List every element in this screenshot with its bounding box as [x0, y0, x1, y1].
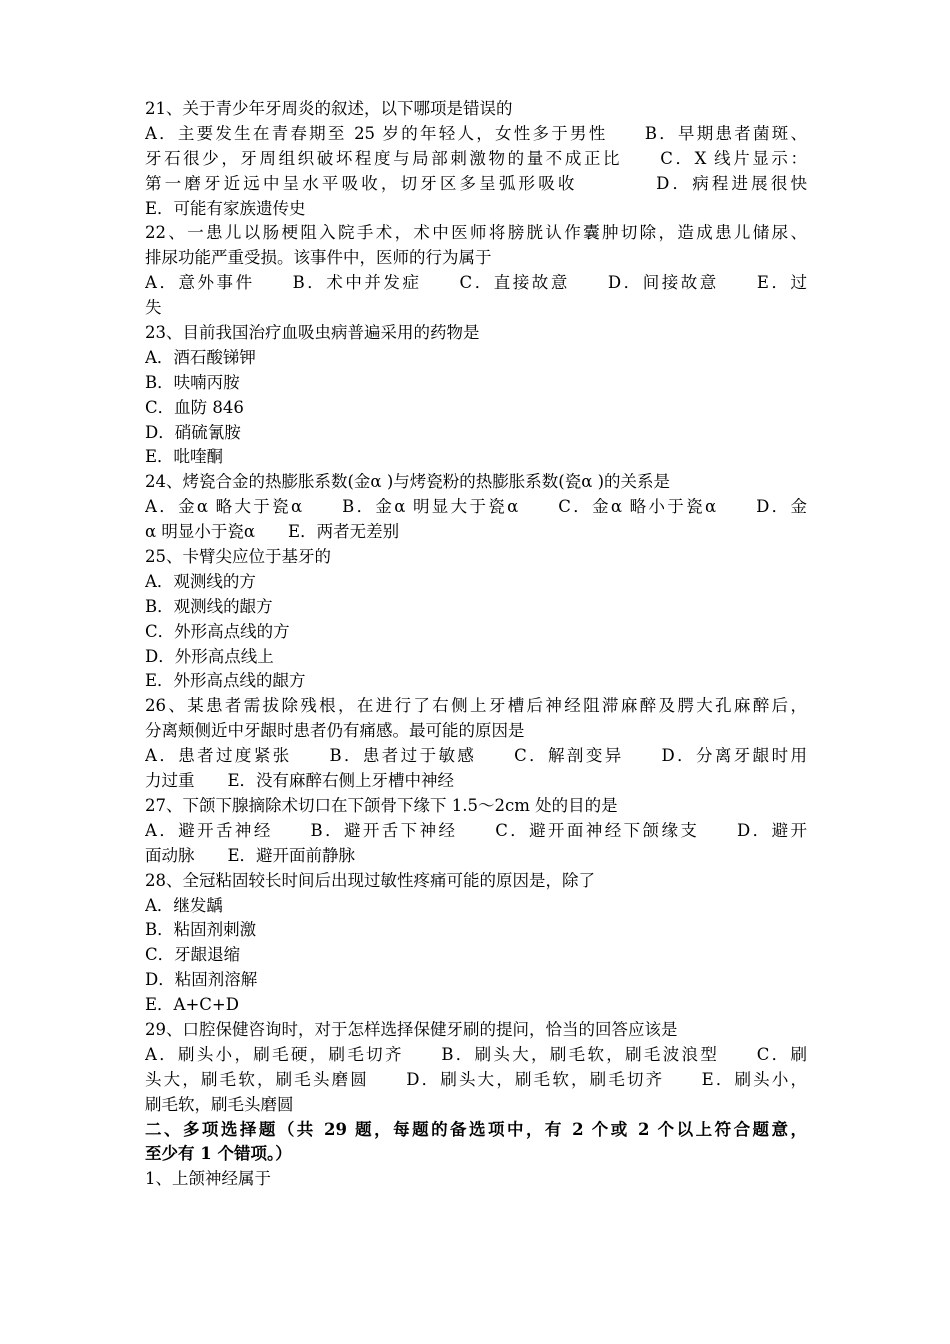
text-line: A．意外事件 B．术中并发症 C．直接故意 D．间接故意 E．过 [145, 273, 807, 293]
text-line: 分离颊侧近中牙龈时患者仍有痛感。最可能的原因是 [145, 721, 525, 741]
text-line: 二、多项选择题（共 29 题，每题的备选项中，有 2 个或 2 个以上符合题意， [145, 1119, 807, 1139]
text-line: A．患者过度紧张 B．患者过于敏感 C．解剖变异 D．分离牙龈时用 [145, 746, 807, 766]
text-line: E．吡喹酮 [145, 447, 224, 467]
text-line: B．观测线的龈方 [145, 596, 273, 616]
text-line: C．外形高点线的方 [145, 621, 290, 641]
text-line: 21、关于青少年牙周炎的叙述，以下哪项是错误的 [145, 99, 513, 118]
text-line: 刷毛软，刷毛头磨圆 [145, 1094, 294, 1114]
text-line: α 明显小于瓷α E．两者无差别 [145, 522, 400, 542]
text-line: E．A+C+D [145, 995, 239, 1015]
text-line: E．外形高点线的龈方 [145, 671, 306, 691]
text-line: 22、一患儿以肠梗阻入院手术，术中医师将膀胱认作囊肿切除，造成患儿储尿、 [145, 223, 807, 243]
text-line: B．粘固剂刺激 [145, 920, 257, 940]
text-line: 牙石很少，牙周组织破坏程度与局部刺激物的量不成正比 C．X 线片显示： [145, 148, 807, 168]
text-line: 面动脉 E．避开面前静脉 [145, 845, 356, 865]
document-page [145, 97, 807, 1192]
text-line: 排尿功能严重受损。该事件中，医师的行为属于 [145, 248, 492, 268]
text-line: 力过重 E．没有麻醉右侧上牙槽中神经 [145, 771, 455, 791]
text-line: B．呋喃丙胺 [145, 372, 240, 392]
text-line: A．刷头小，刷毛硬，刷毛切齐 B．刷头大，刷毛软，刷毛波浪型 C．刷 [145, 1044, 807, 1064]
text-line: 至少有 1 个错项。） [145, 1144, 292, 1164]
text-line: C．血防 846 [145, 397, 244, 417]
text-line: D．硝硫氰胺 [145, 422, 241, 442]
text-line: A．酒石酸锑钾 [145, 347, 256, 367]
text-line: 26、某患者需拔除残根，在进行了右侧上牙槽后神经阻滞麻醉及腭大孔麻醉后， [145, 696, 807, 716]
text-line: 头大，刷毛软，刷毛头磨圆 D．刷头大，刷毛软，刷毛切齐 E．刷头小， [145, 1069, 807, 1089]
text-line: C．牙龈退缩 [145, 945, 241, 965]
text-line: E．可能有家族遗传史 [145, 198, 306, 218]
text-line: 24、烤瓷合金的热膨胀系数(金α )与烤瓷粉的热膨胀系数(瓷α )的关系是 [145, 472, 671, 492]
text-line: 失 [145, 298, 162, 318]
text-line: 第一磨牙近远中呈水平吸收，切牙区多呈弧形吸收 D．病程进展很快 [145, 173, 807, 193]
text-line: 23、目前我国治疗血吸虫病普遍采用的药物是 [145, 323, 480, 343]
text-line: D．粘固剂溶解 [145, 970, 258, 990]
text-line: A．主要发生在青春期至 25 岁的年轻人，女性多于男性 B．早期患者菌斑、 [145, 123, 807, 143]
text-line: D．外形高点线上 [145, 646, 274, 666]
text-line: A．观测线的方 [145, 571, 256, 591]
text-line: 1、上颌神经属于 [145, 1169, 271, 1189]
text-line: 29、口腔保健咨询时，对于怎样选择保健牙刷的提问，恰当的回答应该是 [145, 1019, 678, 1039]
text-line: 25、卡臂尖应位于基牙的 [145, 547, 331, 567]
text-line: A．避开舌神经 B．避开舌下神经 C．避开面神经下颌缘支 D．避开 [145, 820, 807, 840]
text-line: 27、下颌下腺摘除术切口在下颌骨下缘下 1.5～2cm 处的目的是 [145, 795, 618, 815]
text-line: A．继发龋 [145, 895, 223, 915]
text-line: A．金α 略大于瓷α B．金α 明显大于瓷α C．金α 略小于瓷α D．金 [145, 497, 807, 517]
text-line: 28、全冠粘固较长时间后出现过敏性疼痛可能的原因是，除了 [145, 870, 595, 890]
